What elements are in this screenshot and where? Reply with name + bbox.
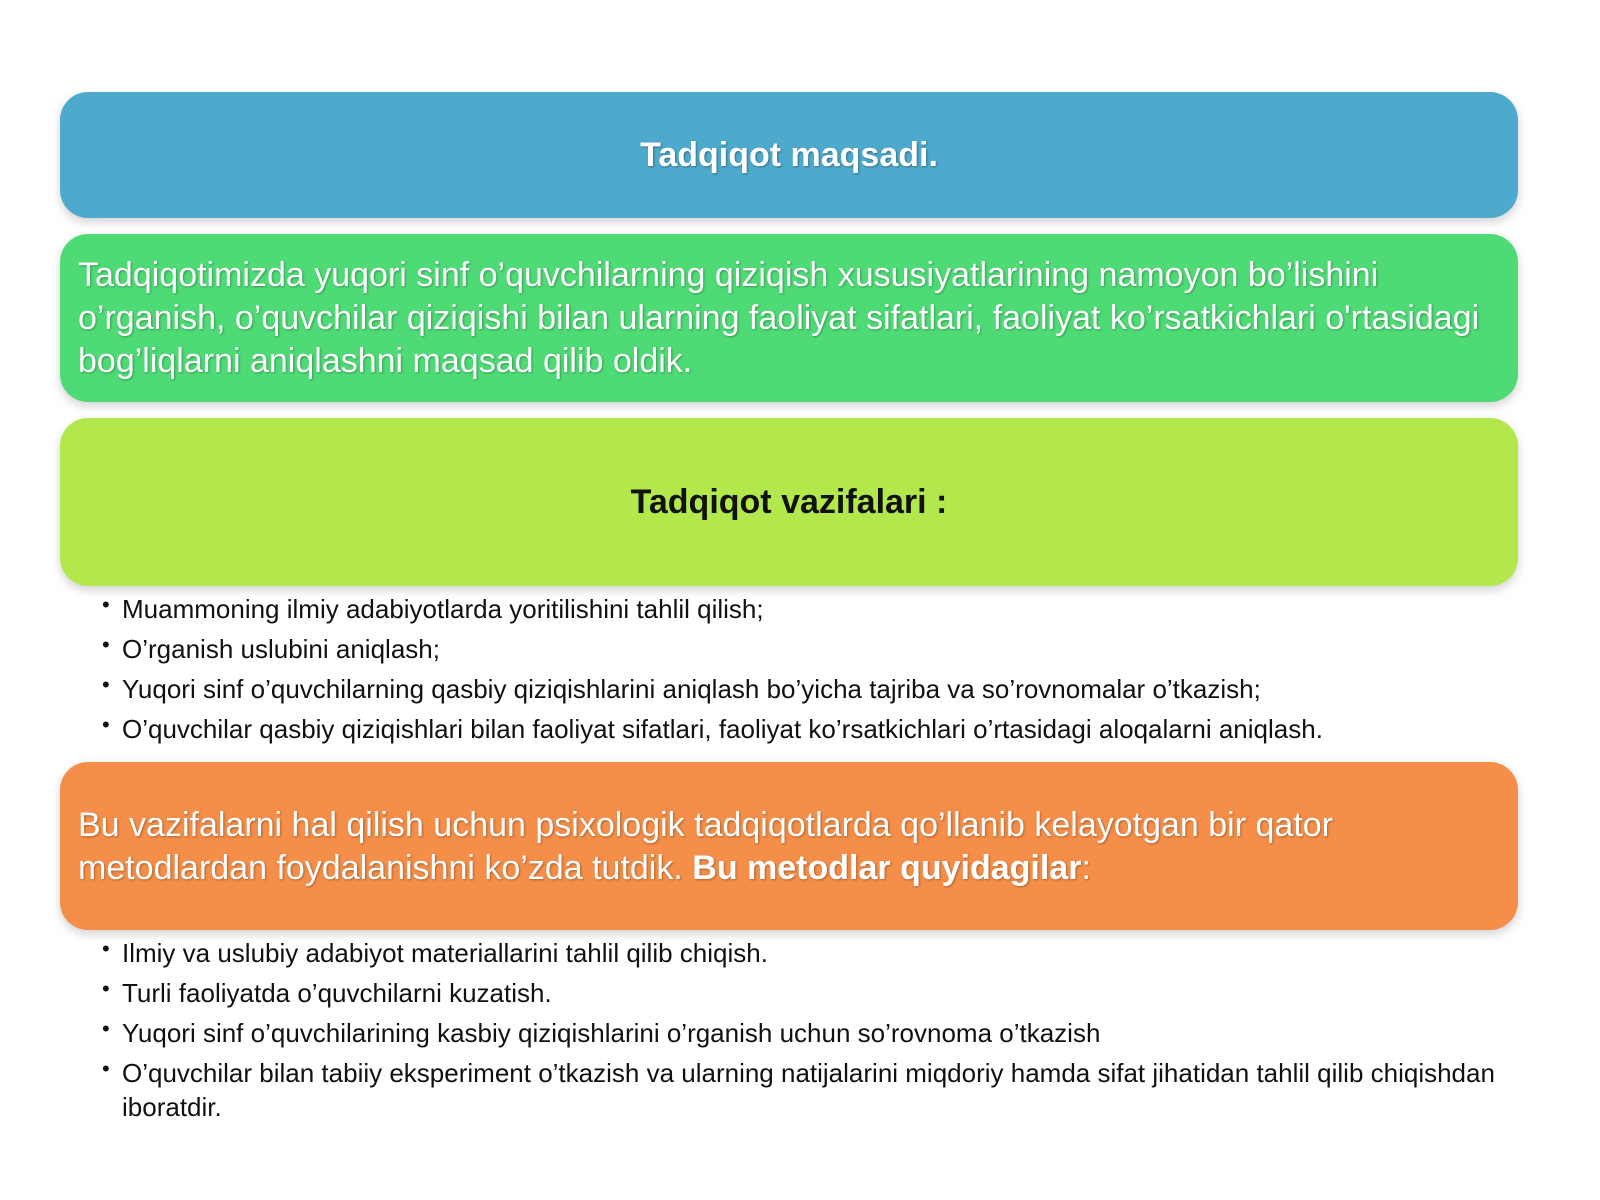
list-item <box>100 976 1540 1010</box>
bullet-icon: • <box>102 1056 110 1081</box>
methods-intro-box <box>60 762 1518 930</box>
list-item-text: Ilmiy va uslubiy adabiyot materiallarini tahlil qilib chiqish. <box>122 938 768 968</box>
list-item-text: O’quvchilar bilan tabiiy eksperiment o’tkazish va ularning natijalarini miqdoriy hamda sifat jihatidan tahlil qilib chiqishdan iboratdir. <box>122 1058 1495 1122</box>
methods-intro-suffix: : <box>1081 849 1091 887</box>
list-item <box>100 672 1540 706</box>
methods-intro-text <box>78 804 1496 890</box>
list-item <box>100 632 1540 666</box>
list-item <box>100 936 1540 970</box>
list-item <box>100 712 1540 746</box>
goal-header-box <box>60 92 1518 218</box>
bullet-icon: • <box>102 976 110 1001</box>
list-item-text: Turli faoliyatda o’quvchilarni kuzatish. <box>122 978 552 1008</box>
bullet-icon: • <box>102 632 110 657</box>
bullet-icon: • <box>102 672 110 697</box>
bullet-icon: • <box>102 592 110 617</box>
tasks-header-box <box>60 418 1518 586</box>
goal-text: Tadqiqotimizda yuqori sinf o’quvchilarning qiziqish xususiyatlarining namoyon bo’lishini o’rganish, o’quvchilar qiziqishi bilan ularning faoliyat sifatlari, faoliyat ko’rsatkichlari o'rtasidagi bog’liqlarni aniqlashni maqsad qilib oldik. <box>78 256 1480 380</box>
list-item <box>100 1016 1540 1050</box>
list-item-text: Yuqori sinf o’quvchilarning qasbiy qiziqishlarini aniqlash bo’yicha tajriba va so’rovnomalar o’tkazish; <box>122 674 1261 704</box>
methods-intro-bold: Bu metodlar quyidagilar <box>692 849 1082 887</box>
methods-intro-plain: Bu vazifalarni hal qilish uchun psixologik tadqiqotlarda qo’llanib kelayotgan bir qator metodlardan foydalanishni ko’zda tutdik. <box>78 806 1333 887</box>
tasks-header-title: Tadqiqot vazifalari : <box>630 482 948 521</box>
list-item <box>100 592 1540 626</box>
bullet-icon: • <box>102 712 110 737</box>
goal-text-box <box>60 234 1518 402</box>
list-item <box>100 1056 1540 1124</box>
list-item-text: O’quvchilar qasbiy qiziqishlari bilan faoliyat sifatlari, faoliyat ko’rsatkichlari o’rtasidagi aloqalarni aniqlash. <box>122 714 1323 744</box>
list-item-text: Yuqori sinf o’quvchilarining kasbiy qiziqishlarini o’rganish uchun so’rovnoma o’tkazish <box>122 1018 1101 1048</box>
list-item-text: O’rganish uslubini aniqlash; <box>122 634 440 664</box>
bullet-icon: • <box>102 936 110 961</box>
bullet-icon: • <box>102 1016 110 1041</box>
goal-header-title: Tadqiqot maqsadi. <box>640 135 938 174</box>
tasks-list <box>100 592 1540 752</box>
methods-list <box>100 936 1540 1130</box>
list-item-text: Muammoning ilmiy adabiyotlarda yoritilishini tahlil qilish; <box>122 594 764 624</box>
